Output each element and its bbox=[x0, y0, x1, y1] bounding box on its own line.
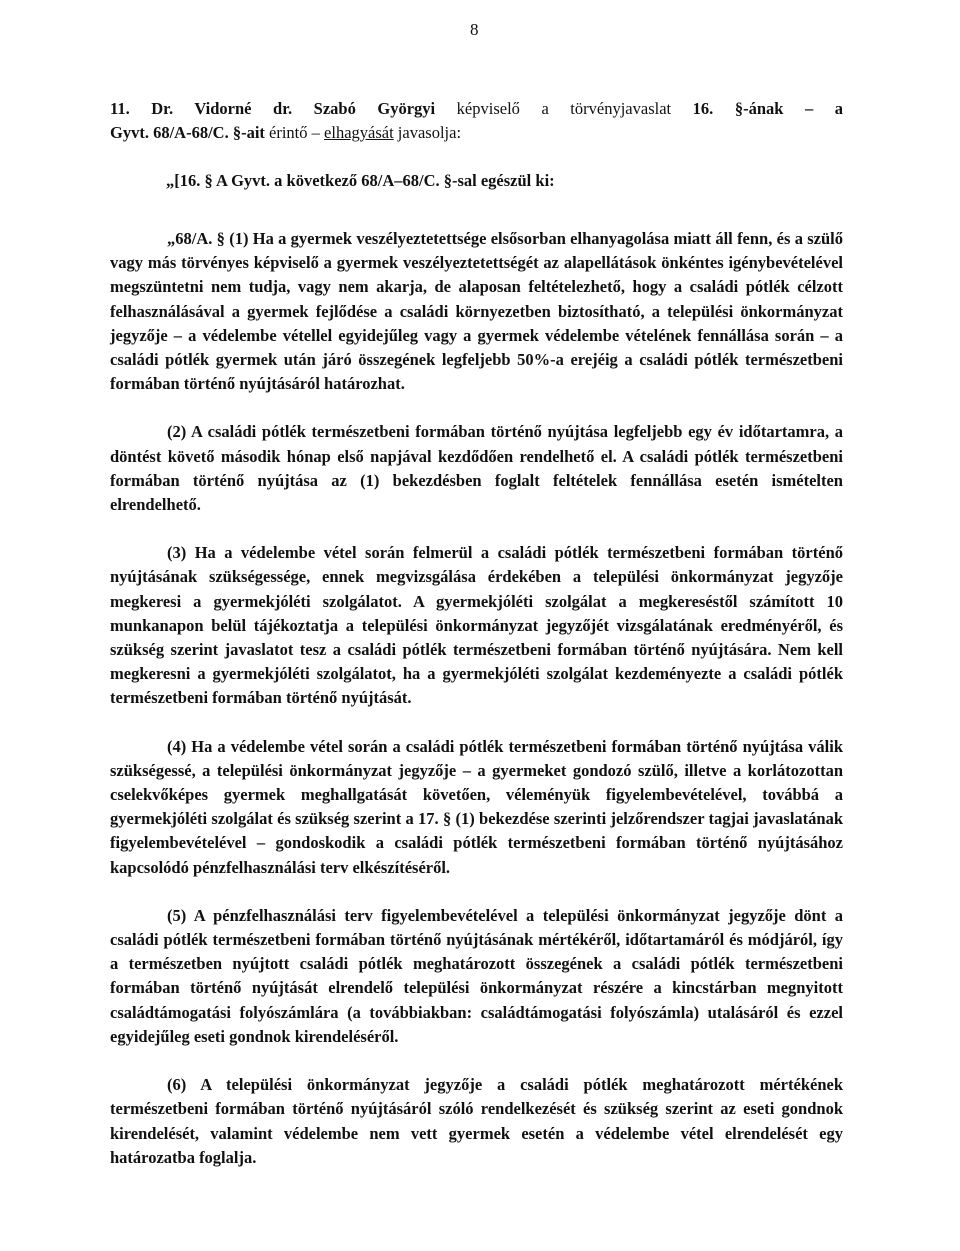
section-reference: 16. §-ának – a bbox=[692, 99, 843, 118]
page-number: 8 bbox=[470, 20, 479, 39]
intro-text: képviselő a törvényjavaslat bbox=[456, 99, 693, 118]
paragraph-68a-5: (5) A pénzfelhasználási terv figyelembevételével a települési önkormányzat jegyzője dönt a családi pótlék természetbeni formában történő nyújtásának mértékéről, időtartamáról és módjáról, így a természetben nyújtott családi pótlék meghatározott összegének a családi pótlék természetbeni formában történő nyújtását elrendelő települési önkormányzat részére a kincstárban megnyitott családtámogatási folyószámlára (a továbbiakban: családtámogatási folyószámla) utalásáról és ezzel egyidejűleg eseti gondnok kirendeléséről. bbox=[110, 905, 843, 1046]
paragraph-68a-1: „68/A. § (1) Ha a gyermek veszélyeztetettsége elsősorban elhanyagolása miatt áll fenn, és a szülő vagy más törvényes képviselő a gyermek veszélyeztetettségét az alapellátások önkéntes igénybevételével megszüntetni nem tudja, vagy nem akarja, de alaposan feltételezhető, hogy a családi pótlék célzott felhasználásával a gyermek fejlődése a családi környezetben biztosítható, a települési önkormányzat jegyzője – a védelembe vétellel egyidejűleg vagy a gyermek védelembe vételének fennállása során – a családi pótlék gyermek után járó összegének legfeljebb 50%-a erejéig a családi pótlék természetbeni formában történő nyújtásáról határozhat. bbox=[110, 229, 843, 394]
paragraph-68a-6: (6) A települési önkormányzat jegyzője a családi pótlék meghatározott mértékének természetbeni formában történő nyújtásáról szóló rendelkezését és szükség szerint az eseti gondnok kirendelését, valamint védelembe nem vett gyermek esetén a védelembe vétel elrendelését egy határozatba foglalja. bbox=[110, 1075, 843, 1167]
amendment-intro bbox=[110, 97, 843, 145]
deletion-keyword: elhagyását bbox=[324, 123, 394, 143]
amendment-body bbox=[110, 227, 843, 1170]
paragraph-68a-2: (2) A családi pótlék természetbeni formában történő nyújtása legfeljebb egy év időtartamra, a döntést követő második hónap első napjával kezdődően rendelhető el. A családi pótlék természetbeni formában történő nyújtása az (1) bekezdésben foglalt feltételek fennállása esetén ismételten elrendelhető. bbox=[110, 422, 843, 515]
intro-text-3: javasolja: bbox=[393, 123, 462, 143]
amendment-heading: „[16. § A Gyvt. a következő 68/A–68/C. §-sal egészül ki: bbox=[166, 171, 555, 190]
paragraph-68a-4: (4) Ha a védelembe vétel során a családi pótlék természetbeni formában történő nyújtása válik szükségessé, a települési önkormányzat jegyzője – a gyermeket gondozó szülő, illetve a korlátozottan cselekvőképes gyermek meghallgatását követően, véleményük figyelembevételével, továbbá a gyermekjóléti szolgálat és szükség szerint a 17. § (1) bekezdése szerinti jelzőrendszer tagjai javaslatának figyelembevételével – gondoskodik a családi pótlék természetbeni formában történő nyújtásához kapcsolódó pénzfelhasználási terv elkészítéséről. bbox=[110, 736, 843, 877]
intro-line-1 bbox=[110, 97, 843, 121]
proposer-name: 11. Dr. Vidorné dr. Szabó Györgyi bbox=[110, 99, 457, 118]
intro-text-2: érintő – bbox=[269, 123, 325, 143]
paragraph-68a-3: (3) Ha a védelembe vétel során felmerül a családi pótlék természetbeni formában történő nyújtásának szükségessége, ennek megvizsgálása érdekében a települési önkormányzat jegyzője megkeresi a gyermekjóléti szolgálatot. A gyermekjóléti szolgálat a megkereséstől számított 10 munkanapon belül tájékoztatja a települési önkormányzat jegyzőjét vizsgálatának eredményéről, és szükség szerint javaslatot tesz a családi pótlék természetbeni formában történő nyújtására. Nem kell megkeresni a gyermekjóléti szolgálatot, ha a gyermekjóléti szolgálat kezdeményezte a családi pótlék természetbeni formában történő nyújtását. bbox=[110, 543, 843, 708]
intro-line-2 bbox=[110, 121, 843, 145]
gyvt-reference: Gyvt. 68/A-68/C. §-ait bbox=[110, 123, 270, 143]
